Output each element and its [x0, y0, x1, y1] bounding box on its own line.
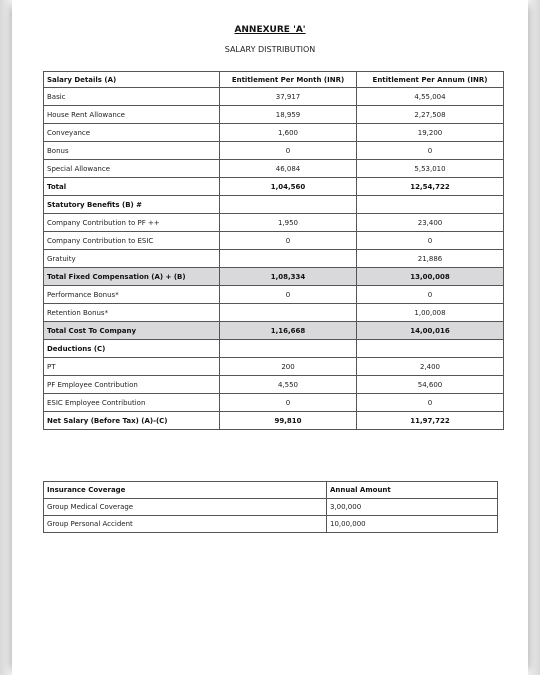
table-row [44, 250, 504, 268]
table-row [44, 394, 504, 412]
annum-value: 11,97,722 [357, 412, 504, 430]
month-value: 1,600 [220, 124, 357, 142]
salary-distribution-subtitle: SALARY DISTRIBUTION [224, 45, 316, 54]
table-row [44, 196, 504, 214]
month-value: 1,08,334 [220, 268, 357, 286]
annum-value: 0 [357, 232, 504, 250]
annum-value: 13,00,008 [357, 268, 504, 286]
table-row [44, 106, 504, 124]
annexure-title: ANNEXURE 'A' [234, 25, 306, 35]
month-value [220, 340, 357, 358]
month-value [220, 304, 357, 322]
row-label: Performance Bonus* [44, 286, 220, 304]
table-row [44, 516, 498, 533]
row-label: Deductions (C) [44, 340, 220, 358]
annum-value: 14,00,016 [357, 322, 504, 340]
row-label: Conveyance [44, 124, 220, 142]
annum-value: 19,200 [357, 124, 504, 142]
row-label: Net Salary (Before Tax) (A)-(C) [44, 412, 220, 430]
row-label: PF Employee Contribution [44, 376, 220, 394]
coverage-amount: 10,00,000 [327, 516, 498, 533]
row-label: Total Fixed Compensation (A) + (B) [44, 268, 220, 286]
month-value: 0 [220, 394, 357, 412]
month-value: 1,04,560 [220, 178, 357, 196]
table-row [44, 322, 504, 340]
annum-value [357, 196, 504, 214]
month-value: 0 [220, 142, 357, 160]
table-row [44, 232, 504, 250]
table-row [44, 124, 504, 142]
month-value [220, 196, 357, 214]
row-label: Company Contribution to ESIC [44, 232, 220, 250]
table-row [44, 358, 504, 376]
table-row [44, 412, 504, 430]
table-header-row [44, 482, 498, 499]
month-value: 37,917 [220, 88, 357, 106]
table-row [44, 376, 504, 394]
row-label: Special Allowance [44, 160, 220, 178]
annum-value: 2,27,508 [357, 106, 504, 124]
month-value: 99,810 [220, 412, 357, 430]
annum-value: 54,600 [357, 376, 504, 394]
annum-value: 23,400 [357, 214, 504, 232]
annum-value: 5,53,010 [357, 160, 504, 178]
row-label: Bonus [44, 142, 220, 160]
row-label: Basic [44, 88, 220, 106]
insurance-table [43, 481, 498, 533]
table-row [44, 178, 504, 196]
row-label: Retention Bonus* [44, 304, 220, 322]
table-row [44, 304, 504, 322]
row-label: Gratuity [44, 250, 220, 268]
row-label: Statutory Benefits (B) # [44, 196, 220, 214]
table-row [44, 142, 504, 160]
row-label: House Rent Allowance [44, 106, 220, 124]
header-cell: Salary Details (A) [44, 72, 220, 88]
month-value: 18,959 [220, 106, 357, 124]
row-label: PT [44, 358, 220, 376]
header-cell: Entitlement Per Annum (INR) [357, 72, 504, 88]
annum-value: 1,00,008 [357, 304, 504, 322]
annum-value: 0 [357, 394, 504, 412]
page-edge-right [528, 0, 540, 675]
salary-table [43, 71, 504, 430]
annum-value: 21,886 [357, 250, 504, 268]
month-value: 1,16,668 [220, 322, 357, 340]
annum-value: 2,400 [357, 358, 504, 376]
annum-value: 4,55,004 [357, 88, 504, 106]
month-value: 1,950 [220, 214, 357, 232]
header-cell: Annual Amount [327, 482, 498, 499]
row-label: Company Contribution to PF ++ [44, 214, 220, 232]
table-row [44, 88, 504, 106]
coverage-label: Group Personal Accident [44, 516, 327, 533]
row-label: Total [44, 178, 220, 196]
month-value: 0 [220, 232, 357, 250]
header-cell: Insurance Coverage [44, 482, 327, 499]
row-label: ESIC Employee Contribution [44, 394, 220, 412]
row-label: Total Cost To Company [44, 322, 220, 340]
table-row [44, 268, 504, 286]
table-row [44, 160, 504, 178]
annum-value: 12,54,722 [357, 178, 504, 196]
month-value [220, 250, 357, 268]
coverage-label: Group Medical Coverage [44, 499, 327, 516]
table-row [44, 340, 504, 358]
annum-value: 0 [357, 286, 504, 304]
month-value: 46,084 [220, 160, 357, 178]
page-edge-left [0, 0, 12, 675]
coverage-amount: 3,00,000 [327, 499, 498, 516]
header-cell: Entitlement Per Month (INR) [220, 72, 357, 88]
table-row [44, 214, 504, 232]
month-value: 4,550 [220, 376, 357, 394]
month-value: 200 [220, 358, 357, 376]
annum-value [357, 340, 504, 358]
annum-value: 0 [357, 142, 504, 160]
table-header-row [44, 72, 504, 88]
table-row [44, 499, 498, 516]
table-row [44, 286, 504, 304]
month-value: 0 [220, 286, 357, 304]
